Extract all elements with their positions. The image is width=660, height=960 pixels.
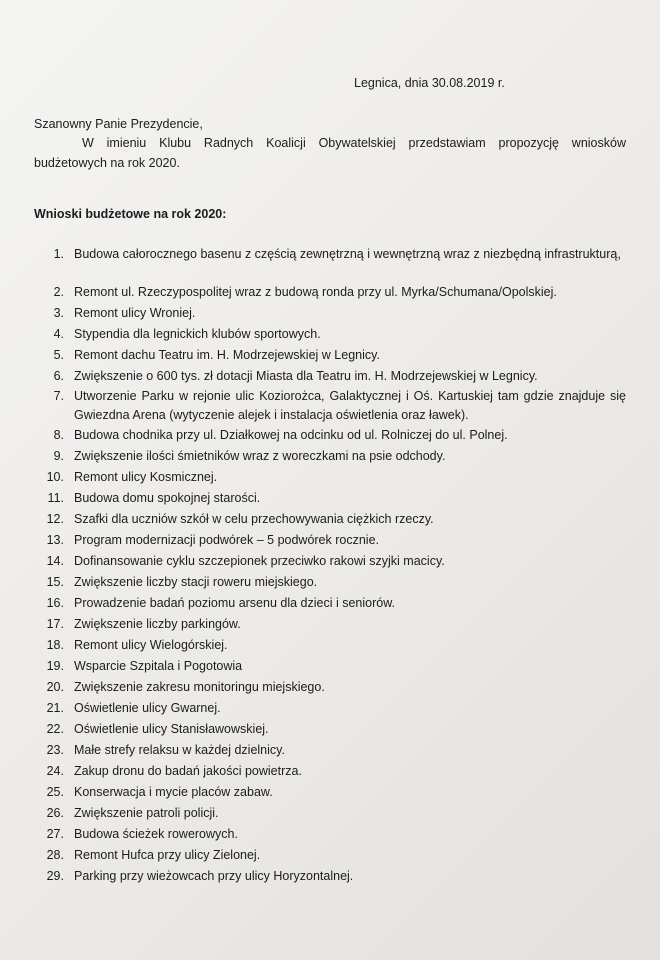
list-item bbox=[24, 467, 626, 488]
list-item-text: Budowa chodnika przy ul. Działkowej na odcinku od ul. Rolniczej do ul. Polnej. bbox=[74, 428, 508, 442]
list-item-text: Remont ulicy Wielogórskiej. bbox=[74, 638, 228, 652]
list-item bbox=[24, 824, 626, 845]
list-item-text: Zwiększenie patroli policji. bbox=[74, 806, 219, 820]
list-item-text: Konserwacja i mycie placów zabaw. bbox=[74, 785, 273, 799]
list-item-number: 15. bbox=[46, 575, 64, 589]
list-item bbox=[24, 614, 626, 635]
list-item-number: 18. bbox=[46, 638, 64, 652]
proposals-list bbox=[24, 244, 626, 887]
list-item-number: 22. bbox=[46, 722, 64, 736]
list-item-number: 23. bbox=[46, 743, 64, 757]
list-item bbox=[24, 782, 626, 803]
list-item bbox=[24, 345, 626, 366]
list-item bbox=[24, 488, 626, 509]
list-item-number: 28. bbox=[46, 848, 64, 862]
list-item-text: Zakup dronu do badań jakości powietrza. bbox=[74, 764, 302, 778]
list-item-text: Zwiększenie liczby stacji roweru miejskiego. bbox=[74, 575, 318, 589]
section-title: Wnioski budżetowe na rok 2020: bbox=[34, 207, 227, 221]
list-item-number: 6. bbox=[53, 369, 64, 383]
list-item bbox=[24, 866, 626, 887]
list-item bbox=[24, 324, 626, 345]
list-item-text: Stypendia dla legnickich klubów sportowych. bbox=[74, 327, 321, 341]
list-item bbox=[24, 530, 626, 551]
list-item bbox=[24, 593, 626, 614]
list-item bbox=[24, 551, 626, 572]
list-item-text: Małe strefy relaksu w każdej dzielnicy. bbox=[74, 743, 285, 757]
list-item-number: 25. bbox=[46, 785, 64, 799]
list-item bbox=[24, 572, 626, 593]
list-item-number: 24. bbox=[46, 764, 64, 778]
list-item-number: 16. bbox=[46, 596, 64, 610]
list-item-text: Program modernizacji podwórek – 5 podwórek rocznie. bbox=[74, 533, 380, 547]
list-item bbox=[24, 740, 626, 761]
list-item-text: Zwiększenie o 600 tys. zł dotacji Miasta dla Teatru im. H. Modrzejewskiej w Legnicy. bbox=[74, 369, 538, 383]
list-item-text: Remont ul. Rzeczypospolitej wraz z budową ronda przy ul. Myrka/Schumana/Opolskiej. bbox=[74, 285, 557, 299]
list-item bbox=[24, 677, 626, 698]
list-item-text: Budowa ścieżek rowerowych. bbox=[74, 827, 238, 841]
list-item-number: 2. bbox=[53, 285, 64, 299]
list-item bbox=[24, 425, 626, 446]
list-item bbox=[24, 803, 626, 824]
list-item-number: 13. bbox=[46, 533, 64, 547]
list-item-number: 10. bbox=[46, 470, 64, 484]
list-item bbox=[24, 761, 626, 782]
intro-text: W imieniu Klubu Radnych Koalicji Obywatelskiej przedstawiam propozycję wniosków budżetowych na rok 2020. bbox=[34, 136, 626, 170]
list-item bbox=[24, 698, 626, 719]
list-item-text: Oświetlenie ulicy Gwarnej. bbox=[74, 701, 221, 715]
list-item-number: 5. bbox=[53, 348, 64, 362]
list-item-number: 19. bbox=[46, 659, 64, 673]
list-item-number: 8. bbox=[53, 428, 64, 442]
list-item bbox=[24, 719, 626, 740]
list-item-number: 17. bbox=[46, 617, 64, 631]
list-item bbox=[24, 244, 626, 282]
list-item bbox=[24, 656, 626, 677]
list-item-text: Remont ulicy Wroniej. bbox=[74, 306, 196, 320]
list-item-number: 12. bbox=[46, 512, 64, 526]
list-item-text: Remont dachu Teatru im. H. Modrzejewskiej w Legnicy. bbox=[74, 348, 380, 362]
list-item-number: 4. bbox=[53, 327, 64, 341]
list-item-text: Wsparcie Szpitala i Pogotowia bbox=[74, 659, 243, 673]
list-item-text: Zwiększenie ilości śmietników wraz z woreczkami na psie odchody. bbox=[74, 449, 446, 463]
list-item bbox=[24, 635, 626, 656]
list-item-text: Budowa domu spokojnej starości. bbox=[74, 491, 261, 505]
list-item bbox=[24, 845, 626, 866]
list-item-number: 1. bbox=[53, 247, 64, 261]
list-item-text: Zwiększenie liczby parkingów. bbox=[74, 617, 241, 631]
list-item bbox=[24, 303, 626, 324]
list-item-number: 20. bbox=[46, 680, 64, 694]
list-item-number: 9. bbox=[53, 449, 64, 463]
list-item-text: Budowa całorocznego basenu z częścią zewnętrzną i wewnętrzną wraz z niezbędną infrastrukturą, bbox=[74, 247, 621, 261]
list-item-number: 14. bbox=[46, 554, 64, 568]
list-item bbox=[24, 446, 626, 467]
list-item-text: Parking przy wieżowcach przy ulicy Horyzontalnej. bbox=[74, 869, 354, 883]
list-item-number: 21. bbox=[46, 701, 64, 715]
list-item-number: 26. bbox=[46, 806, 64, 820]
list-item-number: 7. bbox=[53, 389, 64, 403]
list-item-number: 11. bbox=[47, 491, 64, 505]
list-item-text: Szafki dla uczniów szkół w celu przechowywania ciężkich rzeczy. bbox=[74, 512, 434, 526]
list-item bbox=[24, 366, 626, 387]
list-item-text: Oświetlenie ulicy Stanisławowskiej. bbox=[74, 722, 269, 736]
list-item-text: Utworzenie Parku w rejonie ulic Koziorożca, Galaktycznej i Oś. Kartuskiej tam gdzie znajduje się Gwiezdna Arena (wytyczenie alejek i instalacja oświetlenia oraz ławek). bbox=[74, 389, 626, 422]
list-item-text: Zwiększenie zakresu monitoringu miejskiego. bbox=[74, 680, 325, 694]
list-item-text: Dofinansowanie cyklu szczepionek przeciwko rakowi szyjki macicy. bbox=[74, 554, 445, 568]
list-item bbox=[24, 282, 626, 303]
list-item-text: Remont Hufca przy ulicy Zielonej. bbox=[74, 848, 261, 862]
list-item-text: Prowadzenie badań poziomu arsenu dla dzieci i seniorów. bbox=[74, 596, 396, 610]
intro-paragraph bbox=[34, 125, 626, 173]
list-item-number: 3. bbox=[53, 306, 64, 320]
list-item-text: Remont ulicy Kosmicznej. bbox=[74, 470, 218, 484]
list-item-number: 27. bbox=[46, 827, 64, 841]
list-item-number: 29. bbox=[46, 869, 64, 883]
list-item bbox=[24, 387, 626, 425]
place-date: Legnica, dnia 30.08.2019 r. bbox=[354, 76, 505, 90]
list-item bbox=[24, 509, 626, 530]
greeting: Szanowny Panie Prezydencie, bbox=[34, 117, 203, 131]
